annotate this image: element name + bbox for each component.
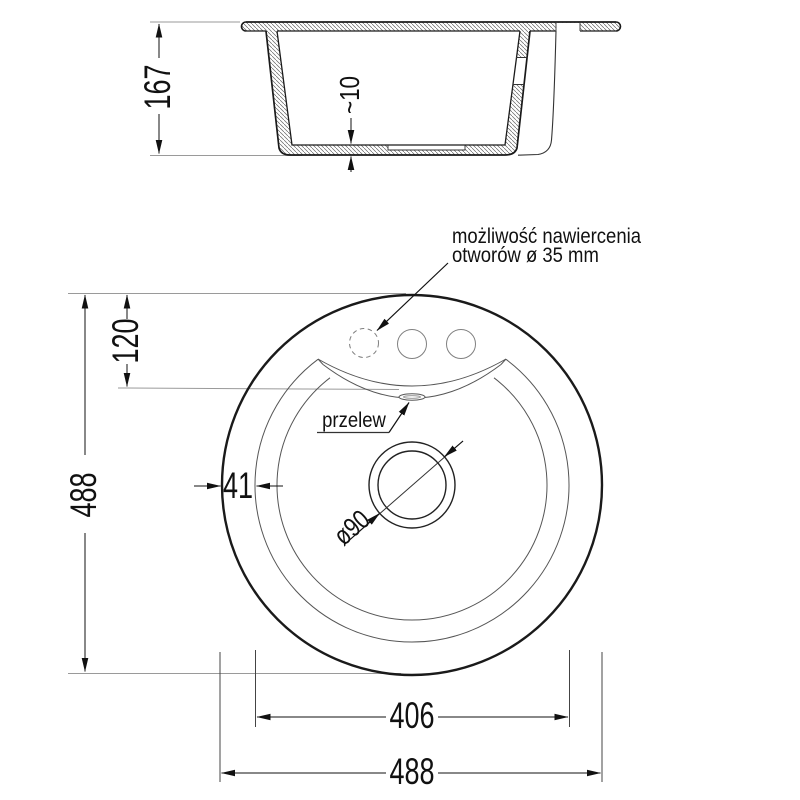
dim-label-overall-width: 488 [389,751,435,792]
dim-label-height: 167 [137,64,178,110]
overflow-label: przelew [322,409,386,432]
side-view [150,22,621,172]
holes-note [452,227,641,265]
tap-hole-1 [398,330,427,359]
holes-note-line1: możliwość nawiercenia [452,225,641,248]
dim-label-overall-height: 488 [63,472,104,518]
tap-hole-optional-dashed [350,329,379,358]
flange-hole-gap [556,23,580,31]
overflow-slot [399,394,425,400]
dim-label-bottom-thickness: ~10 [334,76,365,114]
basin-bottom-edge-arc [277,378,547,620]
deck-lower-edge [323,365,501,399]
sink-body-section [266,31,530,155]
basin-inner-outline [277,31,520,145]
dim-label-deck-offset: 120 [105,318,146,364]
dim-label-basin-diameter: 406 [389,695,435,736]
basin-top-edge-arc [255,359,569,642]
basin-outer-outline [266,31,530,155]
tap-hole-2 [447,330,476,359]
extension-line-deck [118,388,399,390]
dim-label-drain-diameter: ø90 [327,504,376,552]
dim-label-rim-width: 41 [222,465,254,506]
holes-note-line2: otworów ø 35 mm [452,244,599,267]
deck-upper-edge [318,359,506,386]
